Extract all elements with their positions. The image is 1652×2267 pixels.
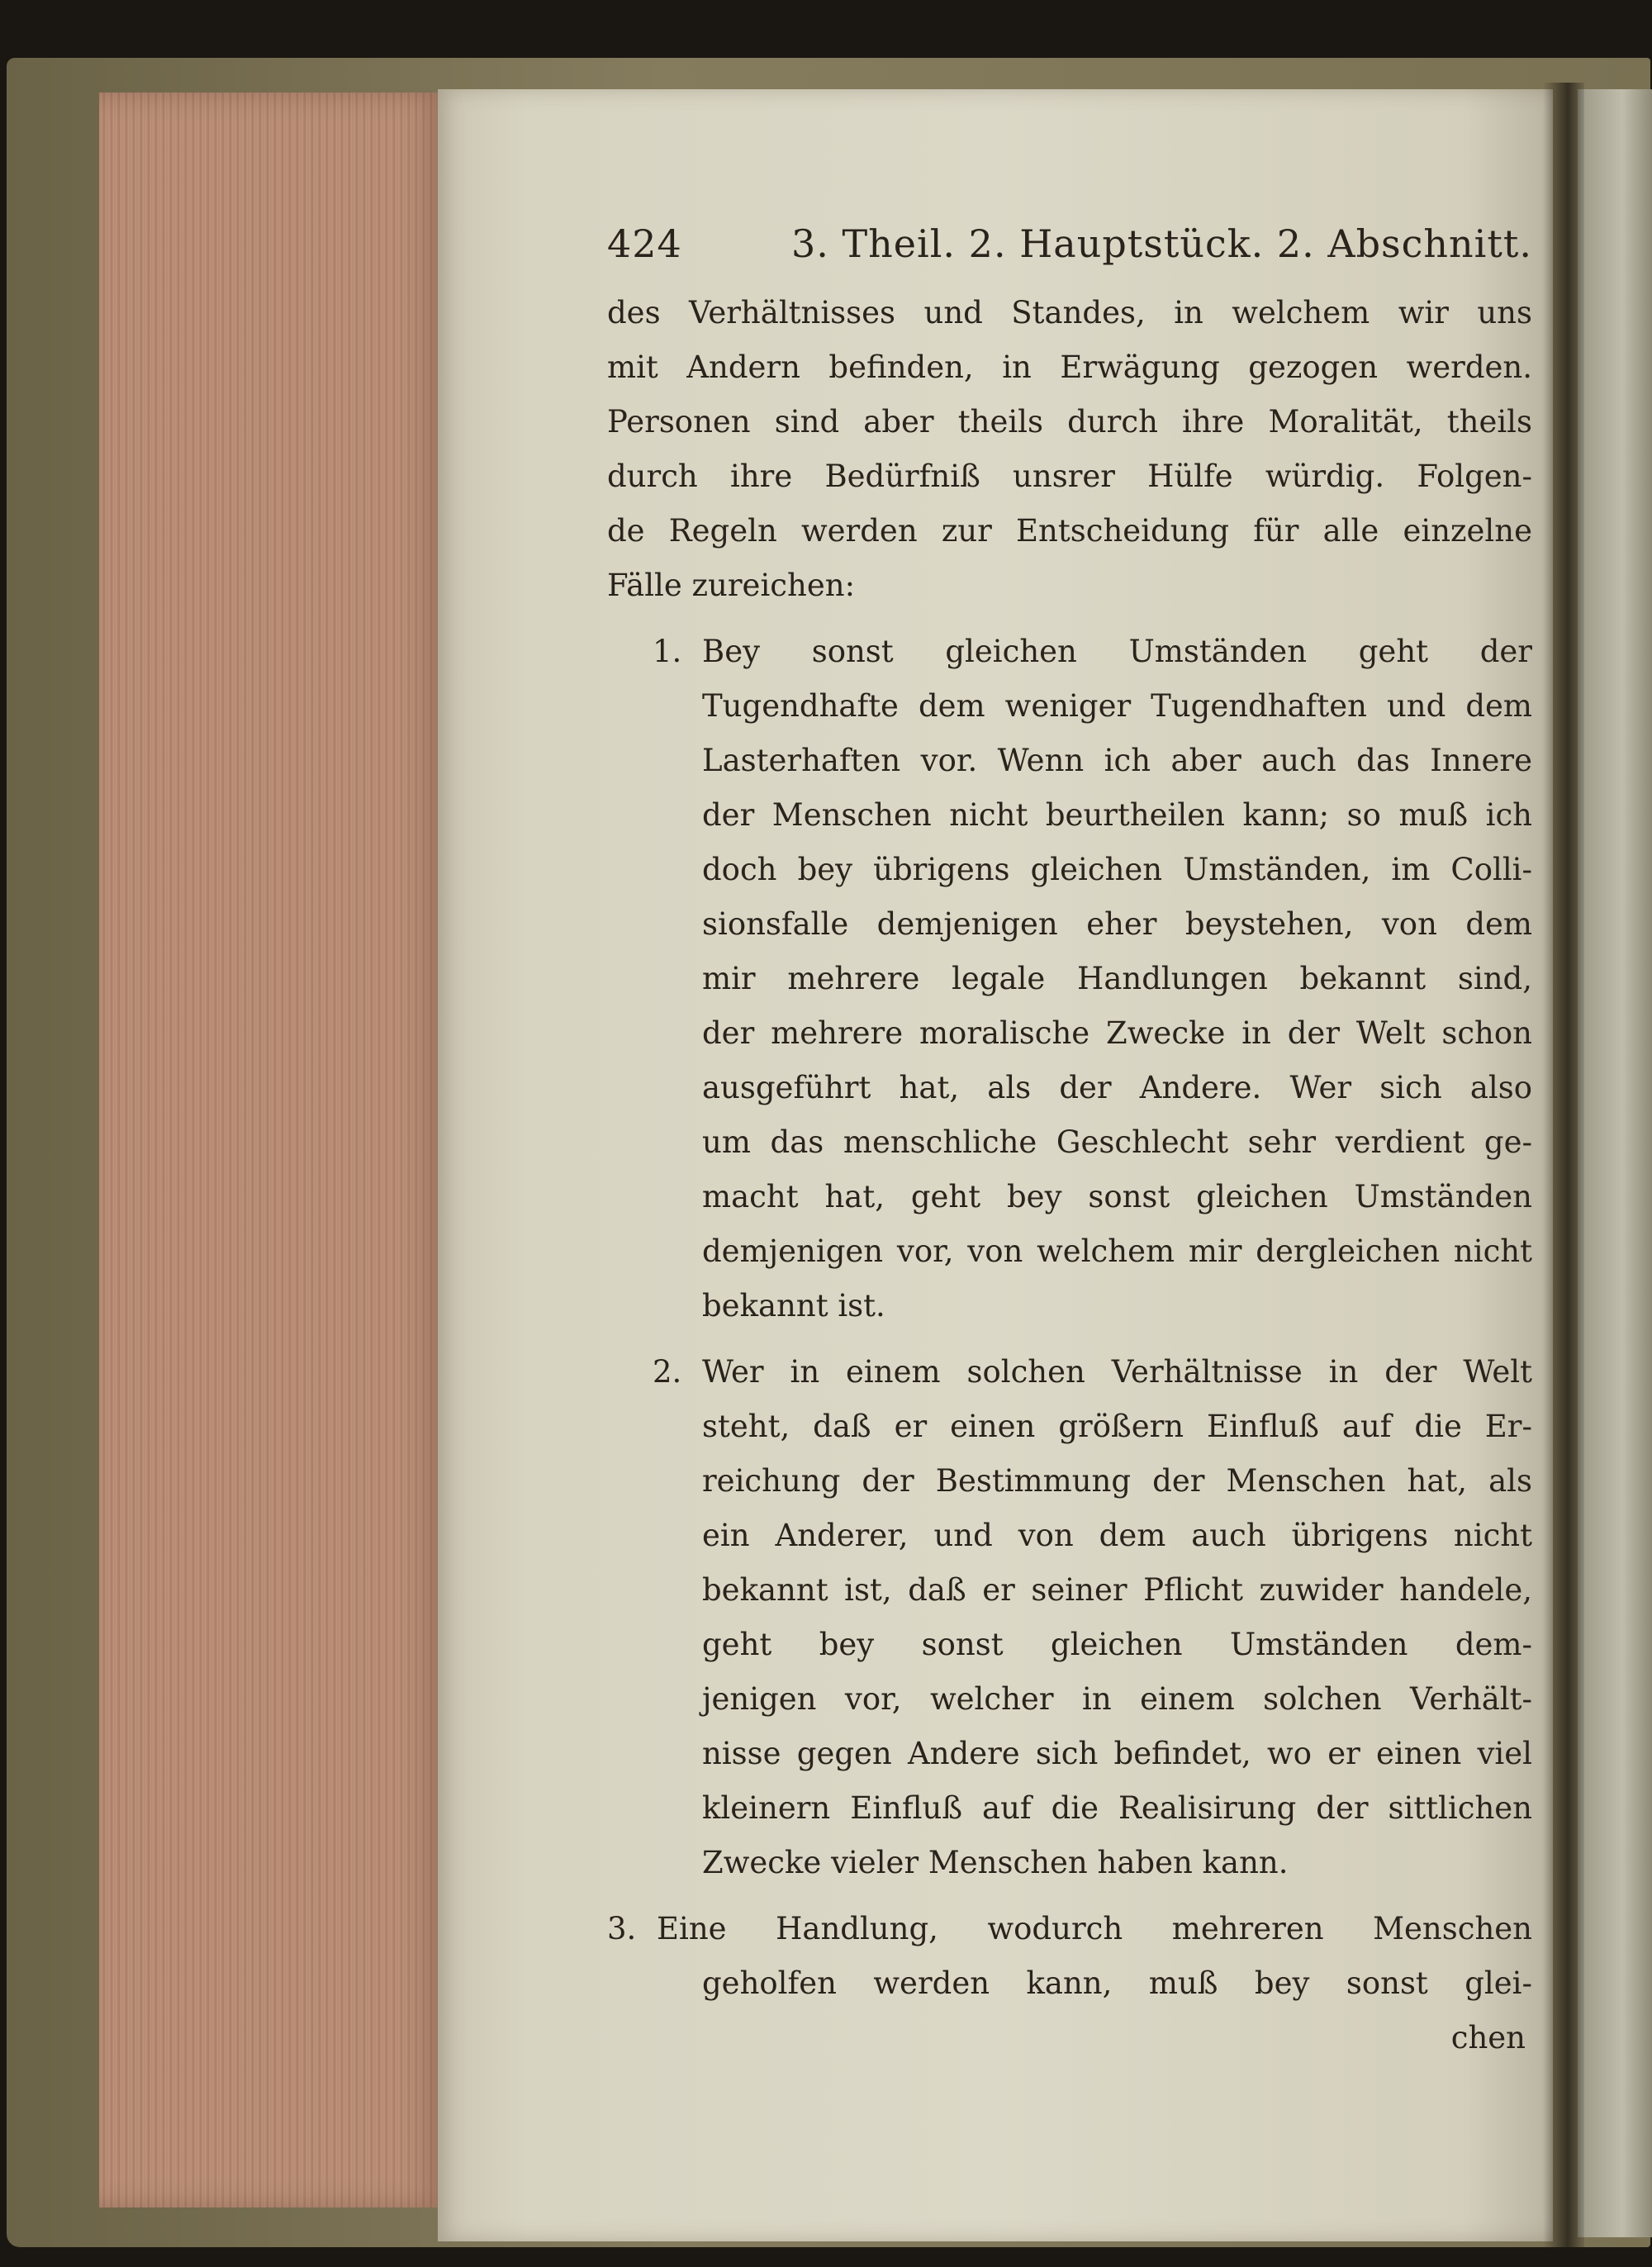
text-line: demjenigen vor, von welchem mir dergleichen nicht	[702, 1233, 1532, 1269]
text-line: macht hat, geht bey sonst gleichen Umständen	[702, 1179, 1532, 1214]
page-text	[607, 221, 1532, 2065]
text-line: der Menschen nicht beurtheilen kann; so muß ich	[702, 797, 1532, 833]
text-line-content: Bey sonst gleichen Umständen geht der	[702, 634, 1532, 669]
text-line-content: Eine Handlung, wodurch mehreren Menschen	[657, 1911, 1532, 1946]
running-title: 3. Theil. 2. Hauptstück. 2. Abschnitt.	[790, 221, 1532, 266]
text-line: ausgeführt hat, als der Andere. Wer sich also	[702, 1070, 1532, 1105]
rule-item-3	[607, 1902, 1532, 2011]
text-line: Tugendhafte dem weniger Tugendhaften und dem	[702, 688, 1532, 724]
text-line: Lasterhaften vor. Wenn ich aber auch das Innere	[702, 743, 1532, 778]
item-number: 1.	[653, 634, 682, 669]
page-block-edge	[99, 93, 446, 2208]
text-line: um das menschliche Geschlecht sehr verdient ge-	[702, 1124, 1532, 1160]
facing-page-edge	[1578, 89, 1652, 2237]
intro-paragraph	[607, 286, 1532, 613]
catchword: chen	[1450, 2020, 1526, 2056]
text-line: Fälle zureichen:	[607, 568, 856, 603]
text-line: reichung der Bestimmung der Menschen hat, als	[702, 1463, 1532, 1499]
text-line: doch bey übrigens gleichen Umständen, im Colli-	[702, 852, 1532, 887]
text-line: Personen sind aber theils durch ihre Moralität, theils	[607, 404, 1532, 440]
running-header	[607, 221, 1532, 266]
text-line-content: Wer in einem solchen Verhältnisse in der Welt	[702, 1354, 1532, 1390]
text-line: mir mehrere legale Handlungen bekannt sind,	[702, 961, 1532, 996]
text-line: de Regeln werden zur Entscheidung für alle einzelne	[607, 513, 1532, 549]
text-line	[607, 1345, 1532, 1400]
text-line	[607, 625, 1532, 679]
text-line: sionsfalle demjenigen eher beystehen, von dem	[702, 906, 1532, 942]
text-line: Zwecke vieler Menschen haben kann.	[702, 1845, 1289, 1880]
text-line: ein Anderer, und von dem auch übrigens nicht	[702, 1518, 1532, 1553]
text-line: durch ihre Bedürfniß unsrer Hülfe würdig. Folgen-	[607, 459, 1532, 494]
text-line: bekannt ist, daß er seiner Pflicht zuwider handele,	[702, 1572, 1532, 1608]
text-line: bekannt ist.	[702, 1288, 885, 1324]
text-line: der mehrere moralische Zwecke in der Welt schon	[702, 1015, 1532, 1051]
item-number: 2.	[653, 1354, 682, 1390]
text-line: mit Andern befinden, in Erwägung gezogen werden.	[607, 349, 1532, 385]
text-line: kleinern Einfluß auf die Realisirung der sittlichen	[702, 1790, 1532, 1826]
item-number: 3.	[607, 1911, 637, 1946]
text-line: geholfen werden kann, muß bey sonst glei-	[702, 1965, 1532, 2001]
rule-item-1	[607, 625, 1532, 1333]
text-line: geht bey sonst gleichen Umständen dem-	[702, 1627, 1532, 1662]
gutter-shadow	[1543, 83, 1584, 2247]
text-line: des Verhältnisses und Standes, in welchem wir uns	[607, 295, 1532, 330]
page-number: 424	[607, 221, 682, 266]
text-line: nisse gegen Andere sich befindet, wo er einen viel	[702, 1736, 1532, 1771]
rule-item-2	[607, 1345, 1532, 1890]
text-line	[607, 1902, 1532, 1956]
text-line: jenigen vor, welcher in einem solchen Verhält-	[702, 1681, 1532, 1717]
text-line: steht, daß er einen größern Einfluß auf die Er-	[702, 1409, 1532, 1444]
